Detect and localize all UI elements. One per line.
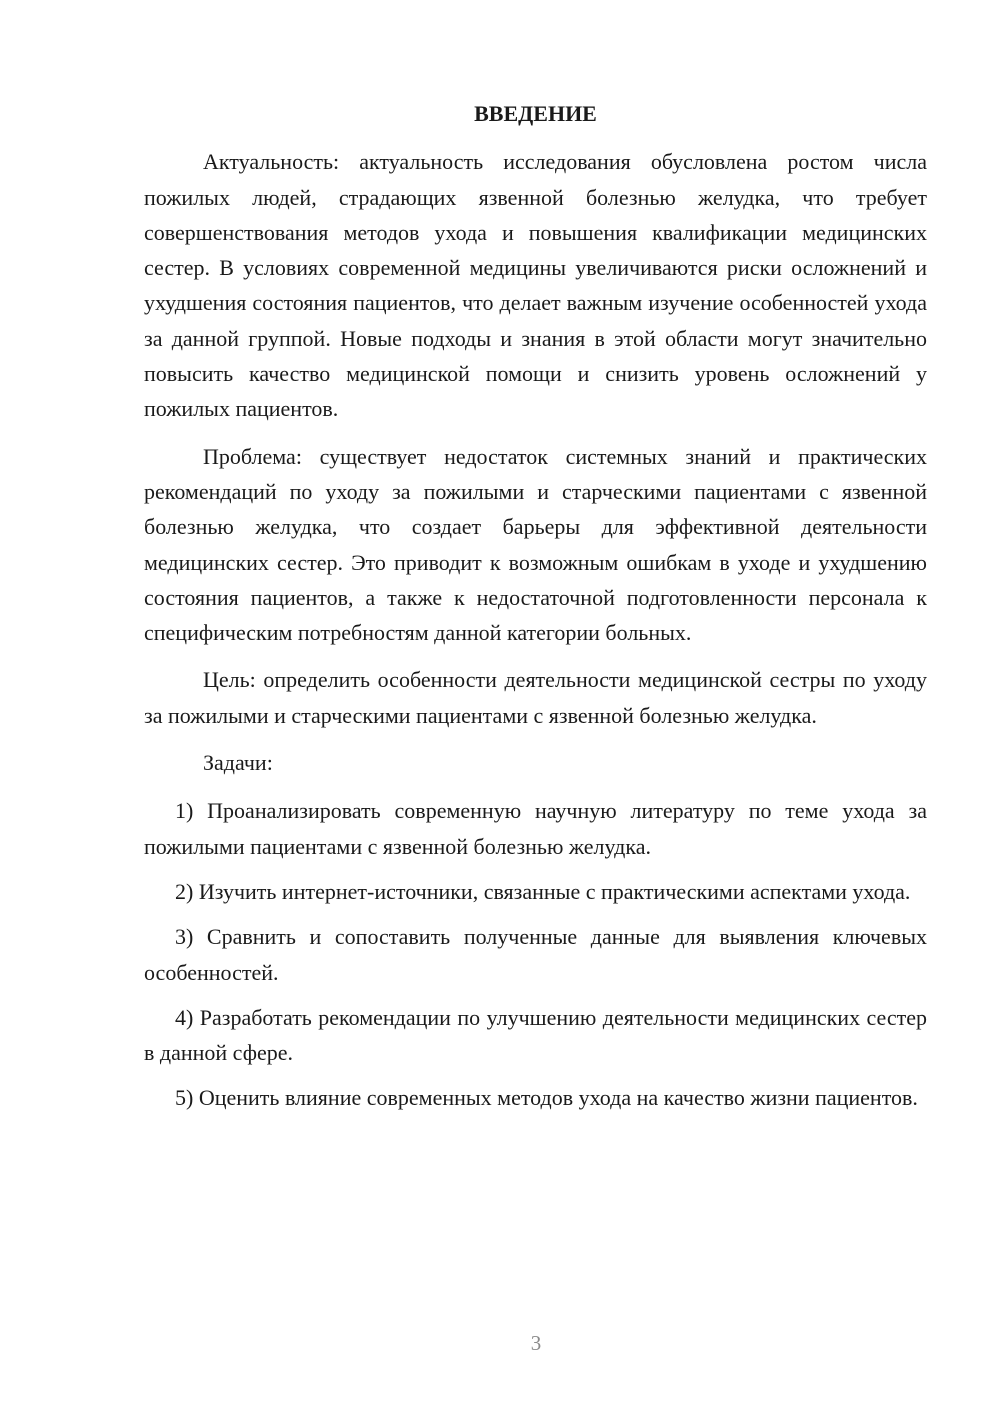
page-number: 3 [530, 1331, 542, 1355]
document-page [144, 96, 927, 1126]
task-item: 5) Оценить влияние современных методов ухода на качество жизни пациентов. [175, 1085, 918, 1111]
task-item: 2) Изучить интернет-источники, связанные с практическими аспектами ухода. [175, 878, 911, 904]
paragraph-problem: Проблема: существует недостаток системных знаний и практических рекомендаций по уходу за пожилыми и старческими пациентами с язвенной болезнью желудка, что создает барьеры для эффективной деятельности медицинских сестер. Это приводит к возможным ошибкам в уходе и ухудшению состояния пациентов, а также к недостаточной подготовленности персонала к специфическим потребностям данной категории больных. [144, 443, 927, 646]
paragraph-goal: Цель: определить особенности деятельности медицинской сестры по уходу за пожилыми и старческими пациентами с язвенной болезнью желудка. [144, 667, 927, 728]
task-item: 4) Разработать рекомендации по улучшению деятельности медицинских сестер в данной сфере. [144, 1004, 927, 1066]
paragraph-relevance: Актуальность: актуальность исследования обусловлена ростом числа пожилых людей, страдающих язвенной болезнью желудка, что требует совершенствования методов ухода и повышения квалификации медицинских сестер. В условиях современной медицины увеличиваются риски осложнений и ухудшения состояния пациентов, что делает важным изучение особенностей ухода за данной группой. Новые подходы и знания в этой области могут значительно повысить качество медицинской помощи и снизить уровень осложнений у пожилых пациентов. [144, 149, 927, 422]
section-heading: ВВЕДЕНИЕ [474, 101, 597, 126]
tasks-title: Задачи: [203, 750, 273, 776]
task-item: 1) Проанализировать современную научную литературу по теме ухода за пожилыми пациентами с язвенной болезнью желудка. [144, 798, 927, 859]
task-item: 3) Сравнить и сопоставить полученные данные для выявления ключевых особенностей. [144, 924, 927, 985]
